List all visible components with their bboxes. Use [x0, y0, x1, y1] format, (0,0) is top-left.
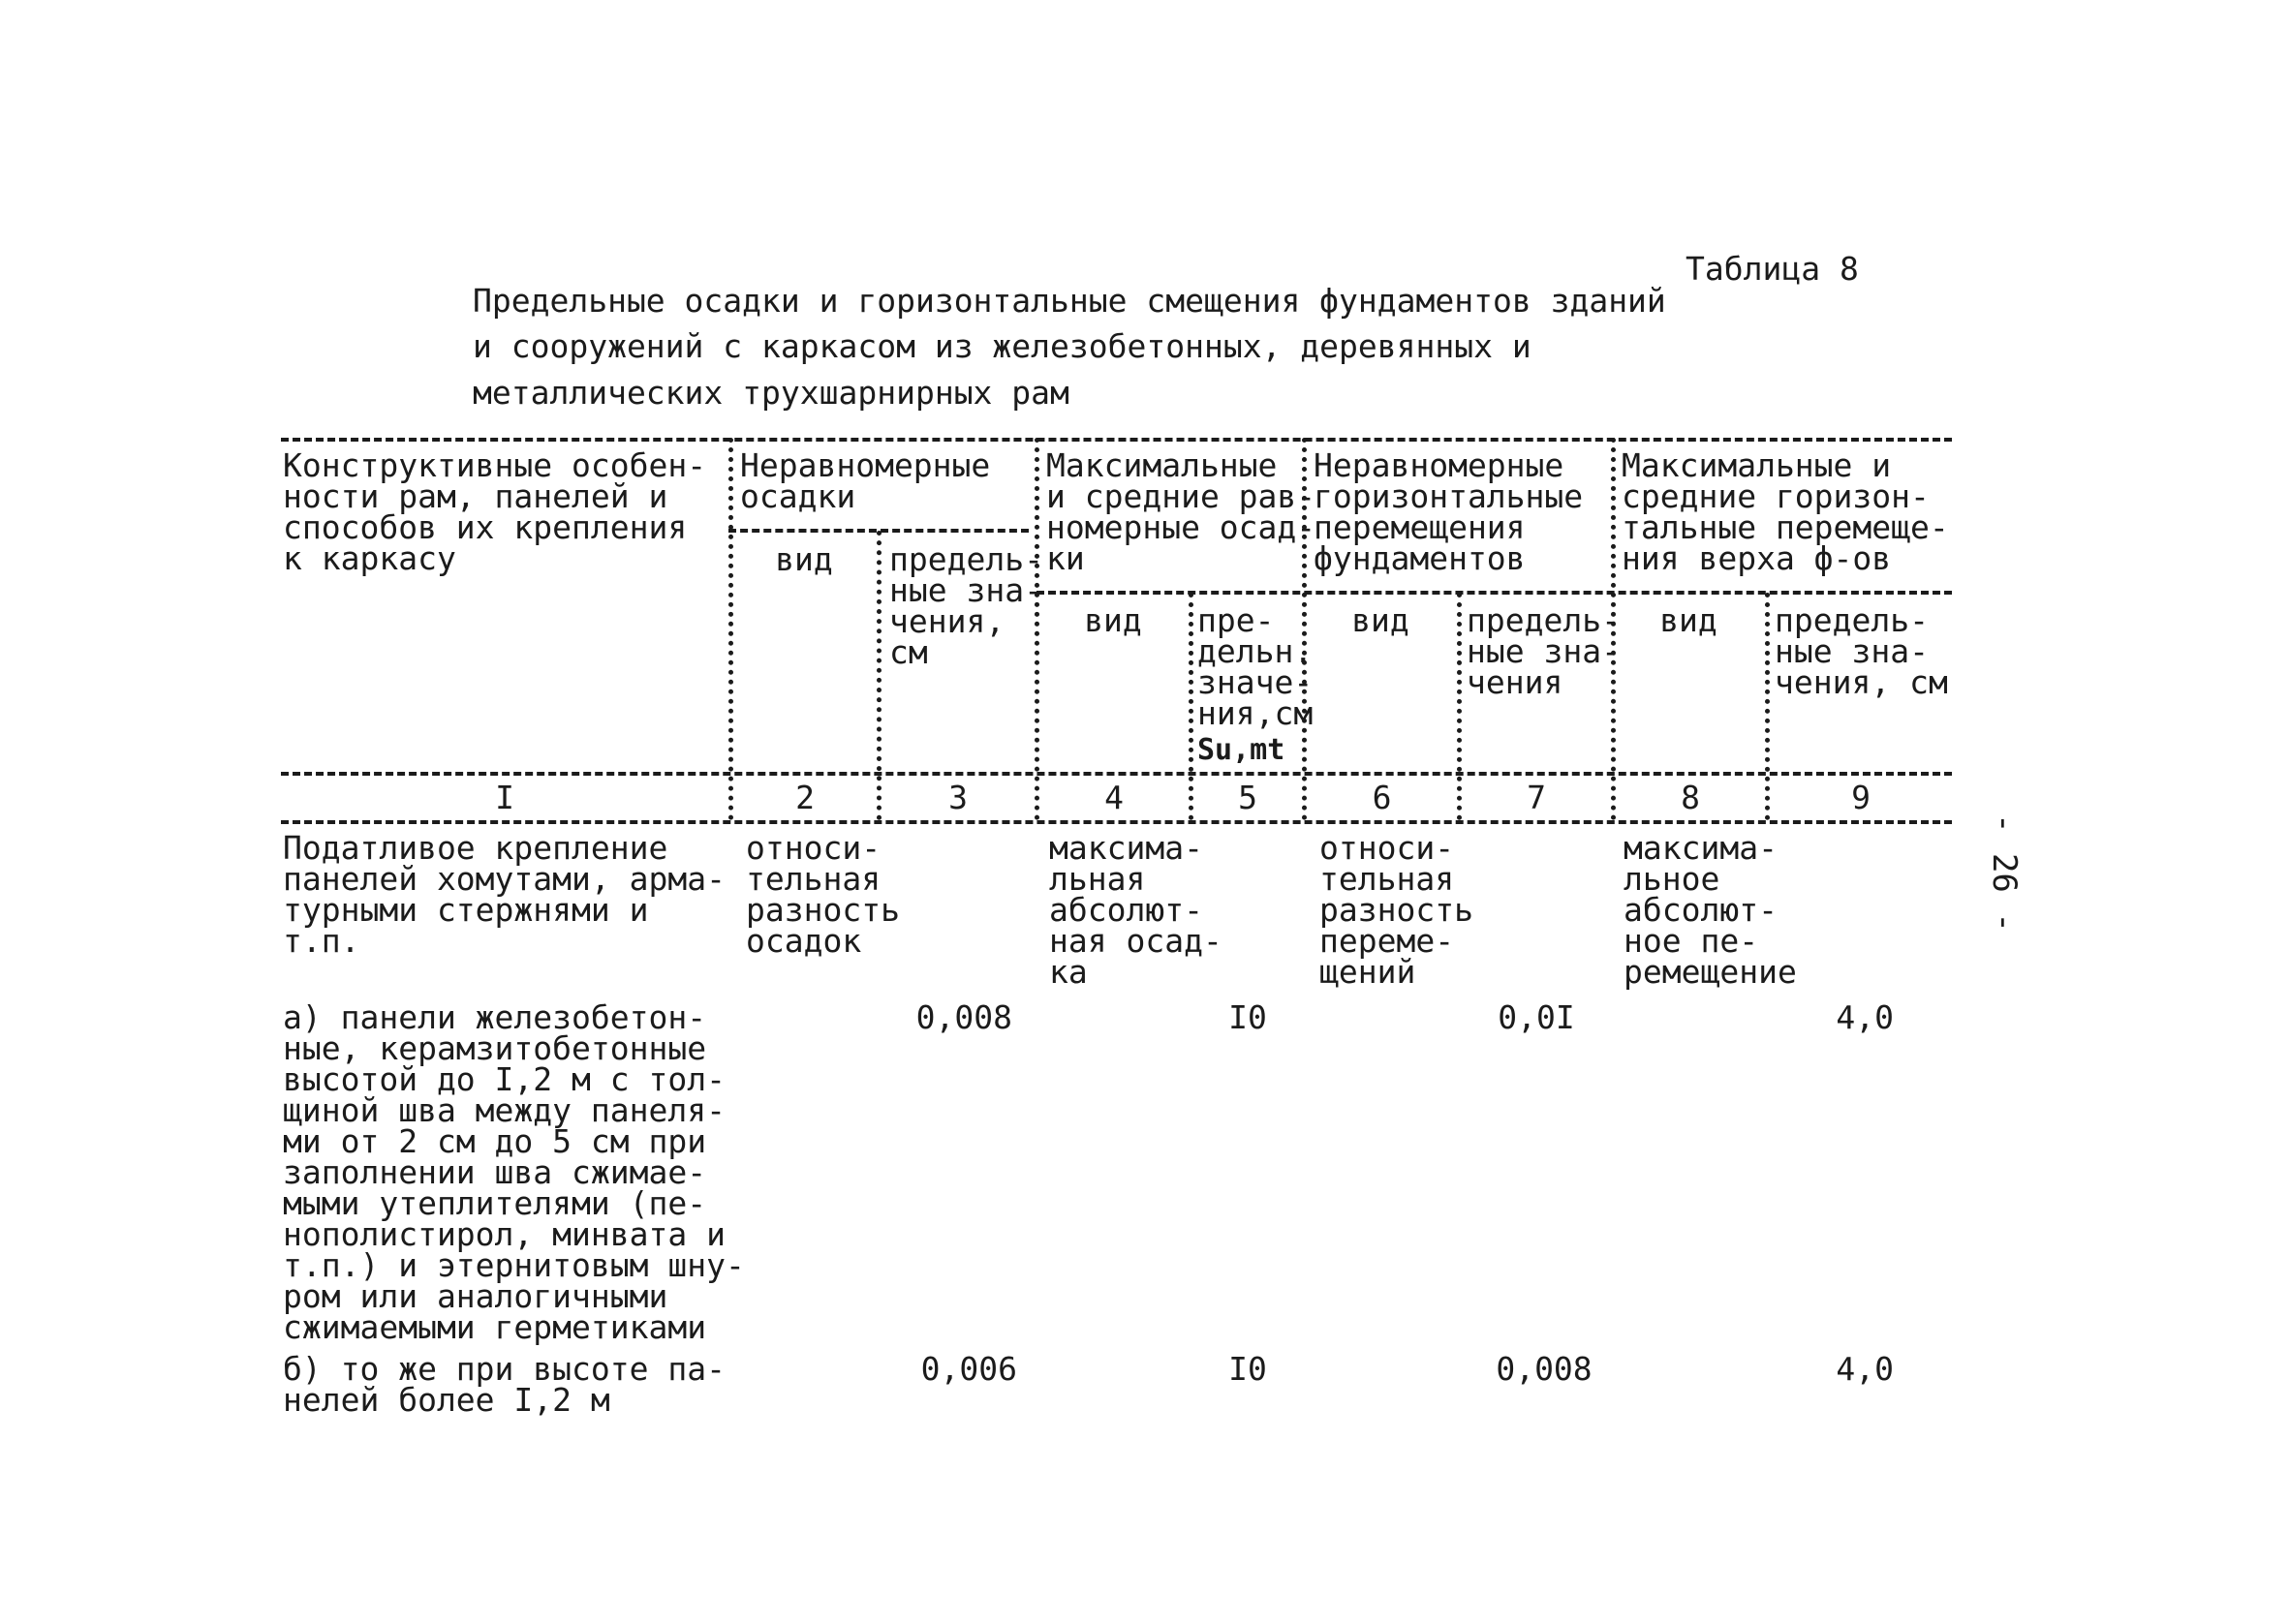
col-number-9: 9: [1851, 779, 1871, 816]
row-1-col1: Податливое крепление панелей хомутами, арма- турными стержнями и т.п.: [283, 829, 726, 960]
header-col5-symbol: Su,mt: [1197, 733, 1285, 767]
col-number-8: 8: [1681, 779, 1700, 816]
row-b-col9: 4,0: [1836, 1350, 1894, 1388]
header-group-uneven-horizontal: Неравномерные горизонтальные перемещения фундаментов: [1314, 446, 1584, 577]
vrule-2-3: [877, 531, 882, 820]
header-col4: вид: [1084, 601, 1142, 639]
title-line-1: Предельные осадки и горизонтальные смещения фундаментов зданий: [473, 282, 1666, 320]
rule-numbers-bottom: [281, 820, 1952, 824]
row-a-col1: а) панели железобетон- ные, керамзитобетонные высотой до I,2 м с тол- щиной шва между панеля- ми от 2 см до 5 см при заполнении шва сжимае- мыми утеплителями (пе- нополистирол, минвата и т.п.) и этернитовым шну- ром или аналогичными сжимаемыми герметиками: [283, 998, 745, 1346]
header-col2: вид: [775, 540, 833, 578]
rule-top: [281, 438, 1952, 442]
header-group-uneven-settlement: Неравномерные осадки: [740, 446, 991, 515]
rule-subheader-right: [1036, 591, 1952, 595]
row-a-col3: 0,008: [915, 998, 1012, 1036]
col-number-1: I: [495, 779, 514, 816]
col-number-2: 2: [795, 779, 815, 816]
col-number-3: 3: [948, 779, 968, 816]
col-number-5: 5: [1238, 779, 1257, 816]
row-1-col4: максима- льная абсолют- ная осад- ка: [1049, 829, 1222, 991]
row-a-col9: 4,0: [1836, 998, 1894, 1036]
row-b-col7: 0,008: [1496, 1350, 1593, 1388]
row-b-col3: 0,006: [920, 1350, 1017, 1388]
row-1-col8: максима- льное абсолют- ное пе- ремещение: [1624, 829, 1797, 991]
header-col6: вид: [1351, 601, 1409, 639]
header-col7: предель- ные зна- чения: [1467, 601, 1621, 701]
col-number-4: 4: [1104, 779, 1124, 816]
header-col9: предель- ные зна- чения, см: [1775, 601, 1948, 701]
header-group-max-settlement: Максимальные и средние рав- номерные осад- ки: [1046, 446, 1316, 577]
row-b-col5: I0: [1228, 1350, 1267, 1388]
header-group-max-horizontal: Максимальные и средние горизон- тальные перемеще- ния верха ф-ов: [1622, 446, 1949, 577]
rule-header-bottom: [281, 772, 1952, 776]
row-1-col6: относи- тельная разность переме- щений: [1319, 829, 1473, 991]
header-col1: Конструктивные особен- ности рам, панелей и способов их крепления к каркасу: [283, 446, 707, 577]
header-col3: предель- ные зна- чения, см: [889, 540, 1043, 671]
row-1-col2: относи- тельная разность осадок: [746, 829, 900, 960]
col-number-6: 6: [1372, 779, 1392, 816]
col-number-7: 7: [1527, 779, 1546, 816]
header-col5: пре- дельн. значе- ния,см: [1197, 601, 1314, 732]
table-label: Таблица 8: [1686, 250, 1859, 288]
title-line-2: и сооружений с каркасом из железобетонных, деревянных и: [473, 327, 1531, 365]
page-number: - 26 -: [1985, 813, 2024, 933]
title-line-3: металлических трухшарнирных рам: [473, 374, 1069, 412]
row-a-col5: I0: [1228, 998, 1267, 1036]
vrule-1-2: [728, 438, 733, 820]
row-b-col1: б) то же при высоте па- нелей более I,2 м: [283, 1350, 726, 1419]
row-a-col7: 0,0I: [1498, 998, 1575, 1036]
header-col8: вид: [1659, 601, 1717, 639]
